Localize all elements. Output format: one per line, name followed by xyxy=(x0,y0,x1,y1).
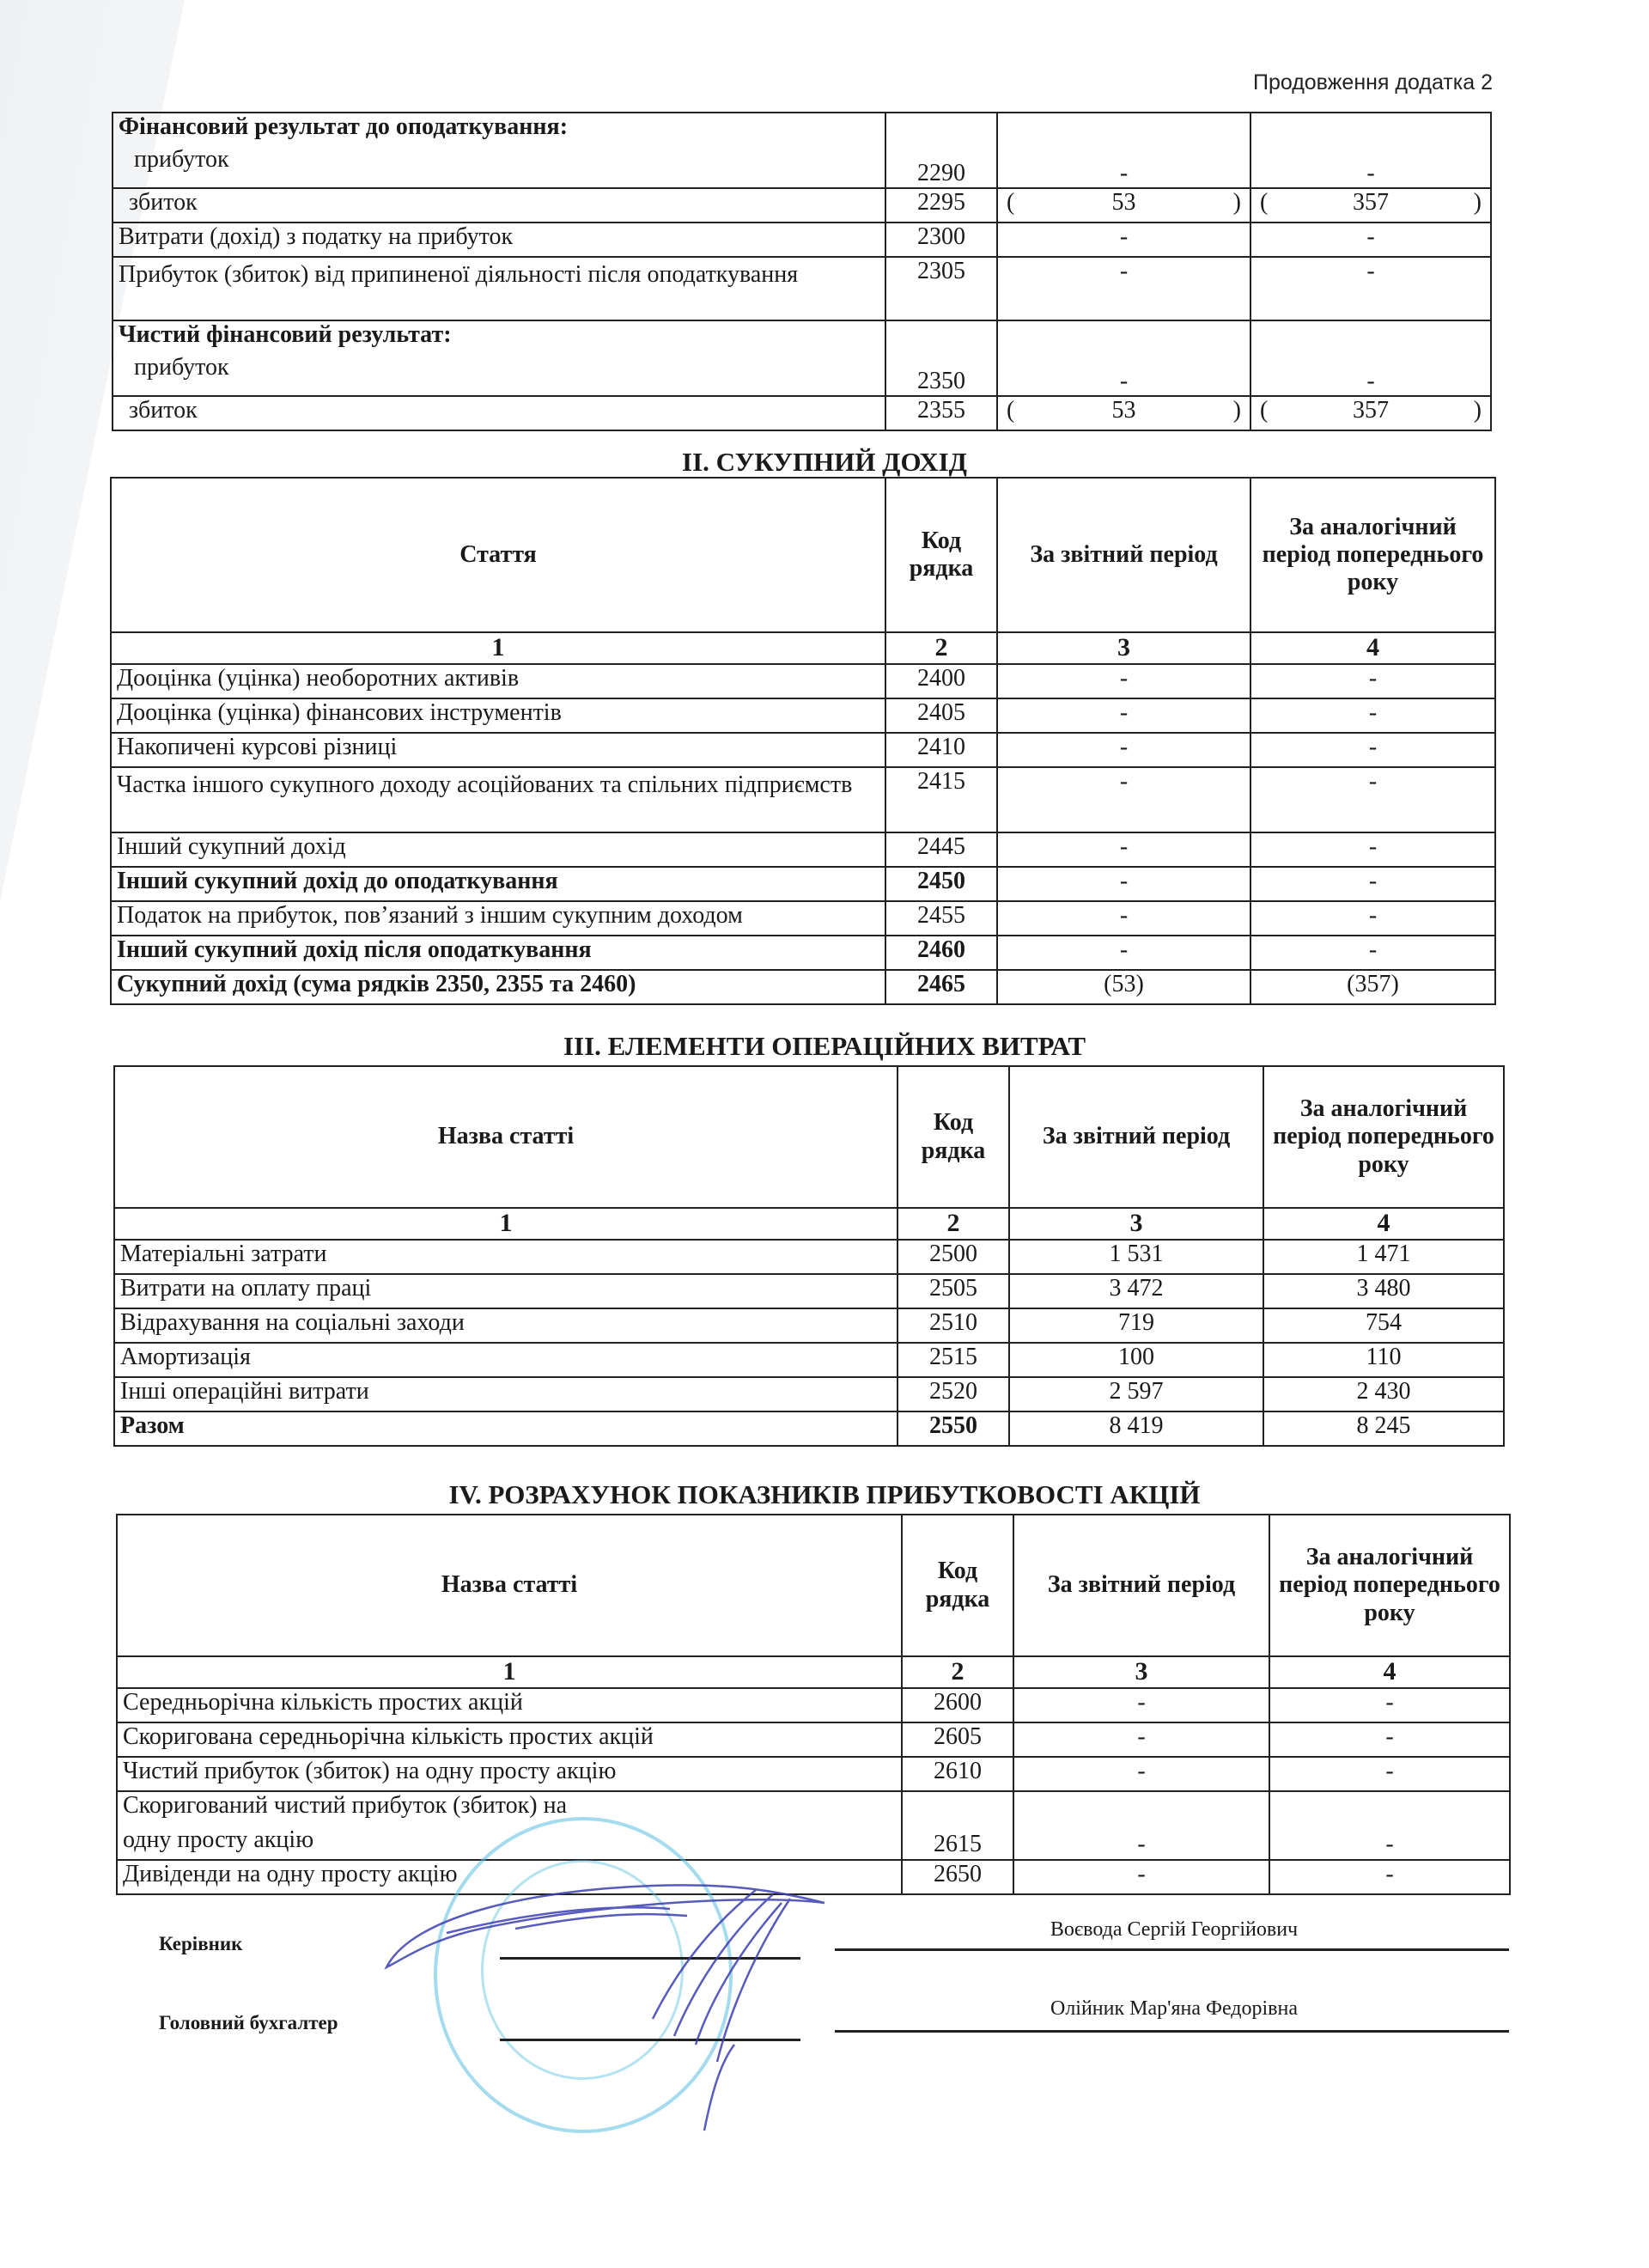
director-name: Воєвода Сергій Георгійович xyxy=(1050,1918,1299,1941)
row-code: 2410 xyxy=(885,733,997,767)
value-previous: - xyxy=(1250,901,1495,936)
row-label: Відрахування на соціальні заходи xyxy=(114,1308,898,1343)
table-row xyxy=(117,1791,1510,1860)
row-code: 2550 xyxy=(898,1411,1009,1446)
value-previous: (357) xyxy=(1250,970,1495,1004)
col-header-article-name: Назва статті xyxy=(117,1515,902,1656)
chief-accountant-signature-line xyxy=(500,2039,800,2041)
row-label: Дооцінка (уцінка) необоротних активів xyxy=(111,664,885,698)
company-stamp-inner-ring xyxy=(481,1860,684,2080)
row-label: Чистий фінансовий результат: xyxy=(119,321,452,348)
row-sublabel: прибуток xyxy=(134,354,229,381)
value-previous: - xyxy=(1269,1791,1510,1860)
table-row-total xyxy=(114,1411,1504,1446)
col-header-current: За звітний період xyxy=(997,478,1250,632)
col-header-code: Код рядка xyxy=(902,1515,1013,1656)
column-number-row: 1 2 3 4 xyxy=(114,1208,1504,1240)
col-header-previous: За аналогічний період попереднього року xyxy=(1250,478,1495,632)
value-current: 100 xyxy=(1009,1343,1263,1377)
row-label: Витрати (дохід) з податку на прибуток xyxy=(113,223,885,257)
row-label: Податок на прибуток, пов’язаний з іншим сукупним доходом xyxy=(111,901,885,936)
table-row xyxy=(111,936,1495,970)
table-row: збиток 2295 ( 53 ) ( 357 ) xyxy=(113,188,1491,223)
row-code: 2510 xyxy=(898,1308,1009,1343)
row-label: Частка іншого сукупного доходу асоційованих та спільних підприємств xyxy=(111,767,885,832)
section-title-comprehensive-income: II. СУКУПНИЙ ДОХІД xyxy=(682,447,967,477)
value-previous: 754 xyxy=(1263,1308,1504,1343)
value-current: - xyxy=(997,698,1250,733)
row-label: Дооцінка (уцінка) фінансових інструментів xyxy=(111,698,885,733)
row-code: 2515 xyxy=(898,1343,1009,1377)
value-previous: - xyxy=(1250,113,1491,188)
director-label: Керівник xyxy=(159,1933,243,1954)
row-label: Накопичені курсові різниці xyxy=(111,733,885,767)
column-number-row: 1 2 3 4 xyxy=(111,632,1495,664)
value-current: - xyxy=(997,767,1250,832)
value-previous: - xyxy=(1250,320,1491,396)
value-current: - xyxy=(1013,1688,1269,1722)
value-previous: 110 xyxy=(1263,1343,1504,1377)
row-label: Скоригований чистий прибуток (збиток) на xyxy=(123,1791,568,1819)
value-current: - xyxy=(1013,1722,1269,1757)
table-row xyxy=(113,113,1491,188)
value-current: 8 419 xyxy=(1009,1411,1263,1446)
row-label: Середньорічна кількість простих акцій xyxy=(117,1688,902,1722)
row-label: Амортизація xyxy=(114,1343,898,1377)
director-name-line xyxy=(835,1948,1509,1951)
row-code: 2305 xyxy=(885,257,997,320)
table-row xyxy=(117,1688,1510,1722)
table-row xyxy=(114,1274,1504,1308)
row-label: Дивіденди на одну просту акцію xyxy=(117,1860,902,1894)
row-label: Витрати на оплату праці xyxy=(114,1274,898,1308)
row-label: збиток xyxy=(113,396,885,430)
table-row xyxy=(114,1240,1504,1274)
row-label: Інші операційні витрати xyxy=(114,1377,898,1411)
table-header-row xyxy=(114,1066,1504,1208)
value-current: 53 xyxy=(1111,397,1136,424)
table-row xyxy=(111,901,1495,936)
value-previous: - xyxy=(1250,832,1495,867)
table-row xyxy=(111,698,1495,733)
row-label: Інший сукупний дохід до оподаткування xyxy=(111,867,885,901)
value-current: - xyxy=(1013,1757,1269,1791)
value-current: 1 531 xyxy=(1009,1240,1263,1274)
comprehensive-income-table xyxy=(110,477,1496,1005)
row-label: Чистий прибуток (збиток) на одну просту акцію xyxy=(117,1757,902,1791)
row-code: 2465 xyxy=(885,970,997,1004)
row-code: 2505 xyxy=(898,1274,1009,1308)
value-previous: - xyxy=(1250,257,1491,320)
row-code: 2460 xyxy=(885,936,997,970)
value-previous: - xyxy=(1250,767,1495,832)
col-header-article: Стаття xyxy=(111,478,885,632)
value-previous: - xyxy=(1269,1688,1510,1722)
value-previous: - xyxy=(1269,1757,1510,1791)
table-row xyxy=(117,1860,1510,1894)
value-current: - xyxy=(997,320,1250,396)
value-current: 53 xyxy=(1111,189,1136,216)
appendix-label: Продовження додатка 2 xyxy=(1252,70,1493,94)
value-current: - xyxy=(997,733,1250,767)
value-previous: - xyxy=(1269,1860,1510,1894)
financial-result-table xyxy=(112,112,1492,431)
row-code: 2615 xyxy=(902,1791,1013,1860)
row-code: 2605 xyxy=(902,1722,1013,1757)
value-current: - xyxy=(997,223,1250,257)
table-row xyxy=(114,1308,1504,1343)
value-current: - xyxy=(997,936,1250,970)
value-previous: - xyxy=(1250,698,1495,733)
col-header-article-name: Назва статті xyxy=(114,1066,898,1208)
value-previous: - xyxy=(1269,1722,1510,1757)
row-label: Інший сукупний дохід після оподаткування xyxy=(111,936,885,970)
row-label: Фінансовий результат до оподаткування: xyxy=(119,113,569,140)
value-previous: 357 xyxy=(1353,189,1389,216)
value-current: - xyxy=(997,664,1250,698)
value-current: - xyxy=(1013,1791,1269,1860)
row-code: 2295 xyxy=(885,188,997,223)
row-code: 2450 xyxy=(885,867,997,901)
value-previous: - xyxy=(1250,223,1491,257)
row-code: 2405 xyxy=(885,698,997,733)
col-header-current: За звітний період xyxy=(1009,1066,1263,1208)
table-row xyxy=(114,1343,1504,1377)
section-title-share-profitability: IV. РОЗРАХУНОК ПОКАЗНИКІВ ПРИБУТКОВОСТІ АКЦІЙ xyxy=(448,1479,1201,1509)
value-previous: 3 480 xyxy=(1263,1274,1504,1308)
row-code: 2445 xyxy=(885,832,997,867)
value-previous: 8 245 xyxy=(1263,1411,1504,1446)
row-code: 2650 xyxy=(902,1860,1013,1894)
row-code: 2350 xyxy=(885,320,997,396)
operating-expenses-table xyxy=(113,1065,1505,1447)
row-code: 2415 xyxy=(885,767,997,832)
table-row xyxy=(111,733,1495,767)
table-row: збиток 2355 ( 53 ) ( 357 ) xyxy=(113,396,1491,430)
value-current: - xyxy=(997,867,1250,901)
row-label: Прибуток (збиток) від припиненої діяльності після оподаткування xyxy=(113,257,885,320)
value-current: - xyxy=(997,257,1250,320)
table-row xyxy=(111,832,1495,867)
value-previous: 357 xyxy=(1353,397,1389,424)
chief-accountant-name: Олійник Мар'яна Федорівна xyxy=(1050,1997,1299,2020)
value-previous: - xyxy=(1250,733,1495,767)
value-current: 2 597 xyxy=(1009,1377,1263,1411)
col-header-previous: За аналогічний період попереднього року xyxy=(1263,1066,1504,1208)
value-current: - xyxy=(997,901,1250,936)
col-header-previous: За аналогічний період попереднього року xyxy=(1269,1515,1510,1656)
value-previous: - xyxy=(1250,664,1495,698)
value-current: (53) xyxy=(997,970,1250,1004)
row-code: 2355 xyxy=(885,396,997,430)
table-header-row xyxy=(117,1515,1510,1656)
table-row xyxy=(117,1722,1510,1757)
table-row xyxy=(117,1757,1510,1791)
table-row-total xyxy=(111,970,1495,1004)
table-row xyxy=(111,664,1495,698)
value-current: - xyxy=(997,832,1250,867)
row-sublabel: одну просту акцію xyxy=(123,1826,314,1853)
row-code: 2455 xyxy=(885,901,997,936)
row-code: 2610 xyxy=(902,1757,1013,1791)
row-label: Сукупний дохід (сума рядків 2350, 2355 та 2460) xyxy=(111,970,885,1004)
table-header-row xyxy=(111,478,1495,632)
row-code: 2400 xyxy=(885,664,997,698)
row-code: 2600 xyxy=(902,1688,1013,1722)
table-row xyxy=(113,320,1491,396)
row-label: Скоригована середньорічна кількість простих акцій xyxy=(117,1722,902,1757)
col-header-current: За звітний період xyxy=(1013,1515,1269,1656)
row-code: 2500 xyxy=(898,1240,1009,1274)
section-title-operating-expenses: III. ЕЛЕМЕНТИ ОПЕРАЦІЙНИХ ВИТРАТ xyxy=(563,1031,1086,1061)
table-row xyxy=(111,767,1495,832)
director-signature-line xyxy=(500,1957,800,1960)
column-number-row: 1 2 3 4 xyxy=(117,1656,1510,1688)
row-code: 2520 xyxy=(898,1377,1009,1411)
row-label: Інший сукупний дохід xyxy=(111,832,885,867)
row-label: Матеріальні затрати xyxy=(114,1240,898,1274)
col-header-code: Код рядка xyxy=(898,1066,1009,1208)
table-row xyxy=(114,1377,1504,1411)
value-previous: - xyxy=(1250,867,1495,901)
row-code: 2300 xyxy=(885,223,997,257)
table-row xyxy=(113,223,1491,257)
row-sublabel: прибуток xyxy=(134,146,229,174)
row-code: 2290 xyxy=(885,113,997,188)
value-current: 3 472 xyxy=(1009,1274,1263,1308)
table-row xyxy=(111,867,1495,901)
value-previous: 2 430 xyxy=(1263,1377,1504,1411)
table-row xyxy=(113,257,1491,320)
value-previous: - xyxy=(1250,936,1495,970)
value-previous: 1 471 xyxy=(1263,1240,1504,1274)
value-current: 719 xyxy=(1009,1308,1263,1343)
col-header-code: Код рядка xyxy=(885,478,997,632)
row-label: Разом xyxy=(114,1411,898,1446)
chief-accountant-label: Головний бухгалтер xyxy=(159,2012,338,2033)
value-current: - xyxy=(997,113,1250,188)
chief-accountant-name-line xyxy=(835,2030,1509,2033)
value-current: - xyxy=(1013,1860,1269,1894)
row-label: збиток xyxy=(113,188,885,223)
share-profitability-table xyxy=(116,1514,1511,1895)
